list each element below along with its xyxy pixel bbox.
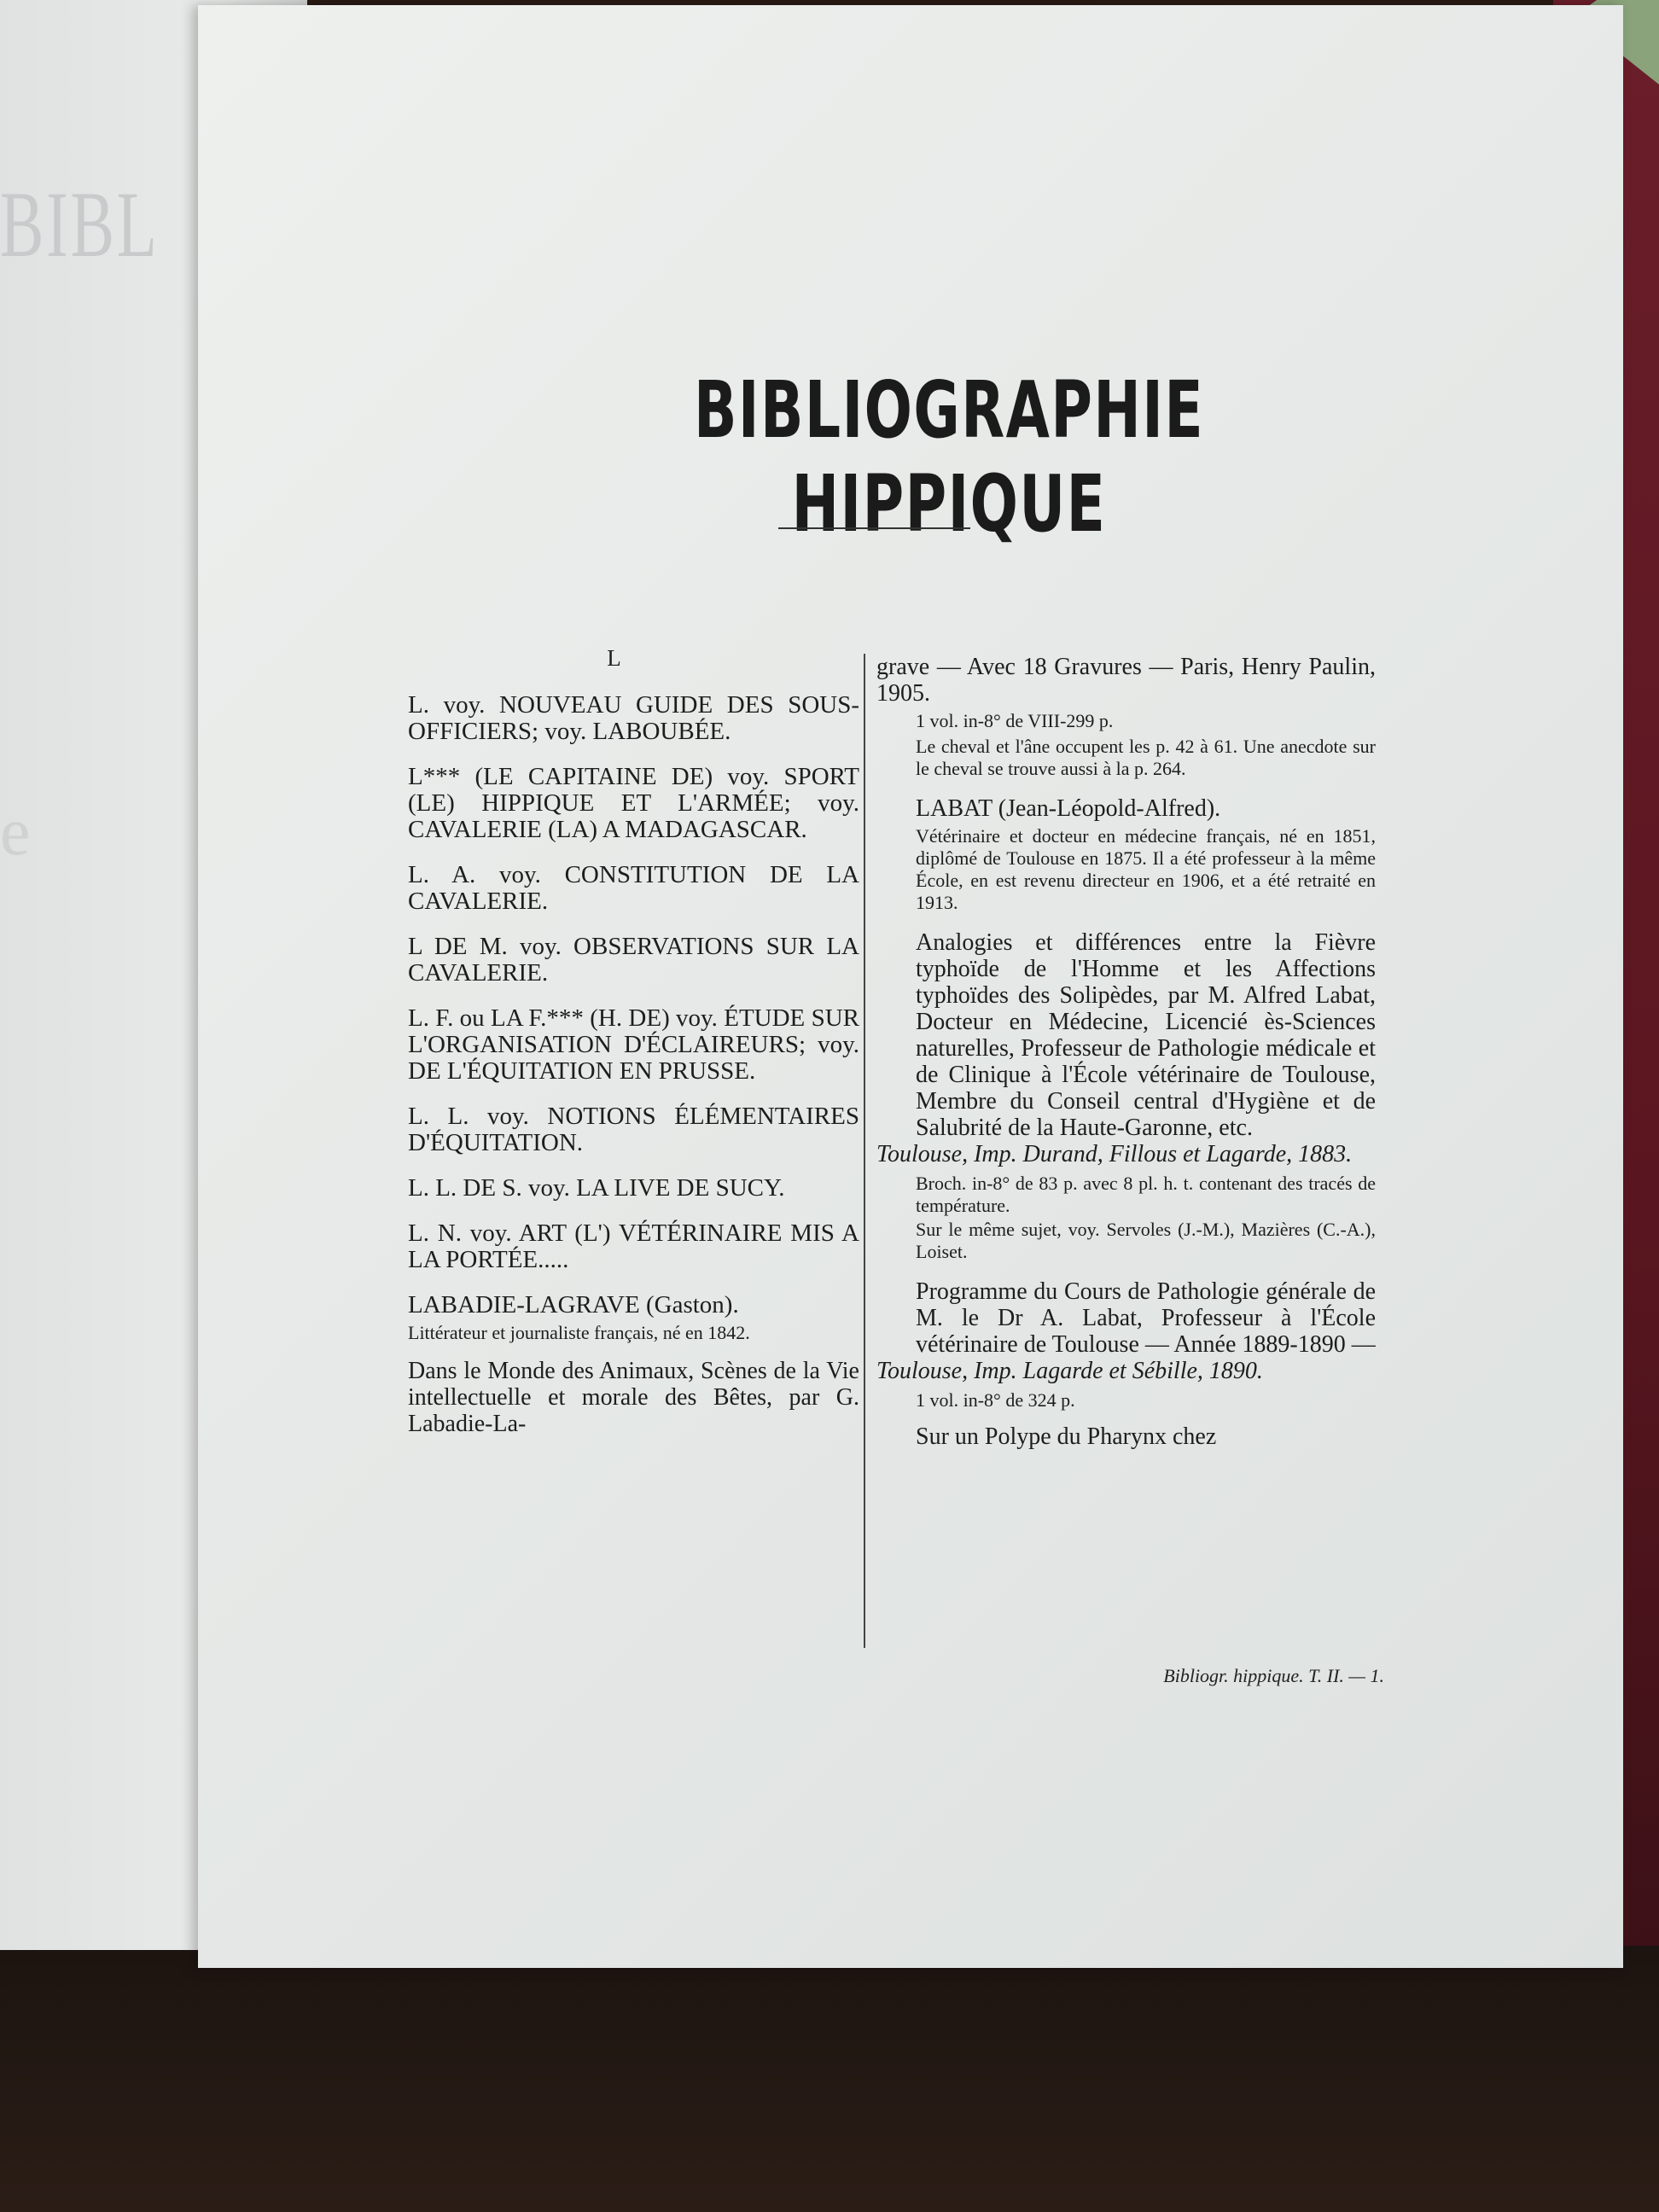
work-entry: Programme du Cours de Pathologie générale de M. le Dr A. Labat, Professeur à l'École vétérinaire de Toulouse — Année 1889-1890 —: [916, 1278, 1376, 1358]
work-note: Le cheval et l'âne occupent les p. 42 à 61. Une anecdote sur le cheval se trouve aussi à la p. 264.: [916, 736, 1376, 779]
author-bio: Littérateur et journaliste français, né en 1842.: [408, 1322, 750, 1343]
work-publisher: Toulouse, Imp. Lagarde et Sébille, 1890.: [876, 1358, 1263, 1384]
work-entry: Sur un Polype du Pharynx chez: [916, 1423, 1217, 1450]
work-crossref: Sur le même sujet, voy. Servoles (J.-M.), Mazières (C.-A.), Loiset.: [916, 1219, 1376, 1262]
author-heading: LABAT (Jean-Léopold-Alfred).: [916, 795, 1221, 822]
book-page: [198, 5, 1623, 1968]
work-format: Broch. in-8° de 83 p. avec 8 pl. h. t. contenant des tracés de température.: [916, 1173, 1376, 1216]
author-bio: Vétérinaire et docteur en médecine français, né en 1851, diplômé de Toulouse en 1875. Il a été professeur à la même École, en est revenu directeur en 1906, et a été retraité en 1913.: [916, 825, 1376, 913]
left-column: [369, 637, 859, 1442]
section-letter: L: [607, 645, 621, 671]
work-entry: Dans le Monde des Animaux, Scènes de la Vie intellectuelle et morale des Bêtes, par G. Labadie-La-: [408, 1358, 859, 1437]
right-column: [876, 654, 1376, 1455]
page-footer: Bibliogr. hippique. T. II. — 1.: [1163, 1665, 1384, 1686]
left-page-show-through: BIBL: [0, 172, 160, 276]
entry: L. F. ou LA F.*** (H. DE) voy. ÉTUDE SUR L'ORGANISATION D'ÉCLAIREURS; voy. DE L'ÉQUITATION EN PRUSSE.: [408, 1004, 859, 1085]
entry: L. L. voy. NOTIONS ÉLÉMENTAIRES D'ÉQUITATION.: [408, 1103, 859, 1156]
left-page-show-through-2: e: [0, 795, 31, 870]
entry: L. A. voy. CONSTITUTION DE LA CAVALERIE.: [408, 861, 859, 915]
entry: L DE M. voy. OBSERVATIONS SUR LA CAVALERIE.: [408, 933, 859, 987]
entry: L. N. voy. ART (L') VÉTÉRINAIRE MIS A LA PORTÉE.....: [408, 1220, 859, 1273]
title-rule: [778, 527, 970, 529]
work-publisher: Toulouse, Imp. Durand, Fillous et Lagarde, 1883.: [876, 1141, 1353, 1167]
column-divider: [864, 654, 865, 1648]
work-format: 1 vol. in-8° de 324 p.: [916, 1389, 1075, 1411]
work-entry: Analogies et différences entre la Fièvre typhoïde de l'Homme et les Affections typhoïdes des Solipèdes, par M. Alfred Labat, Docteur en Médecine, Licencié ès-Sciences naturelles, Professeur de Pathologie médicale et de Clinique à l'École vétérinaire de Toulouse, Membre du Conseil central d'Hygiène et de Salubrité de la Haute-Garonne, etc.: [916, 929, 1376, 1141]
work-format: 1 vol. in-8° de VIII-299 p.: [916, 710, 1114, 731]
page-title: BIBLIOGRAPHIE HIPPIQUE: [693, 364, 1205, 550]
entry: L*** (LE CAPITAINE DE) voy. SPORT (LE) HIPPIQUE ET L'ARMÉE; voy. CAVALERIE (LA) A MADAGASCAR.: [408, 763, 859, 843]
entry: L. L. DE S. voy. LA LIVE DE SUCY.: [408, 1174, 785, 1202]
entry: L. voy. NOUVEAU GUIDE DES SOUS-OFFICIERS; voy. LABOUBÉE.: [408, 691, 859, 745]
table-surface: [0, 1946, 1659, 2212]
work-continued: grave — Avec 18 Gravures — Paris, Henry Paulin, 1905.: [876, 654, 1376, 707]
author-heading: LABADIE-LAGRAVE (Gaston).: [408, 1291, 739, 1318]
